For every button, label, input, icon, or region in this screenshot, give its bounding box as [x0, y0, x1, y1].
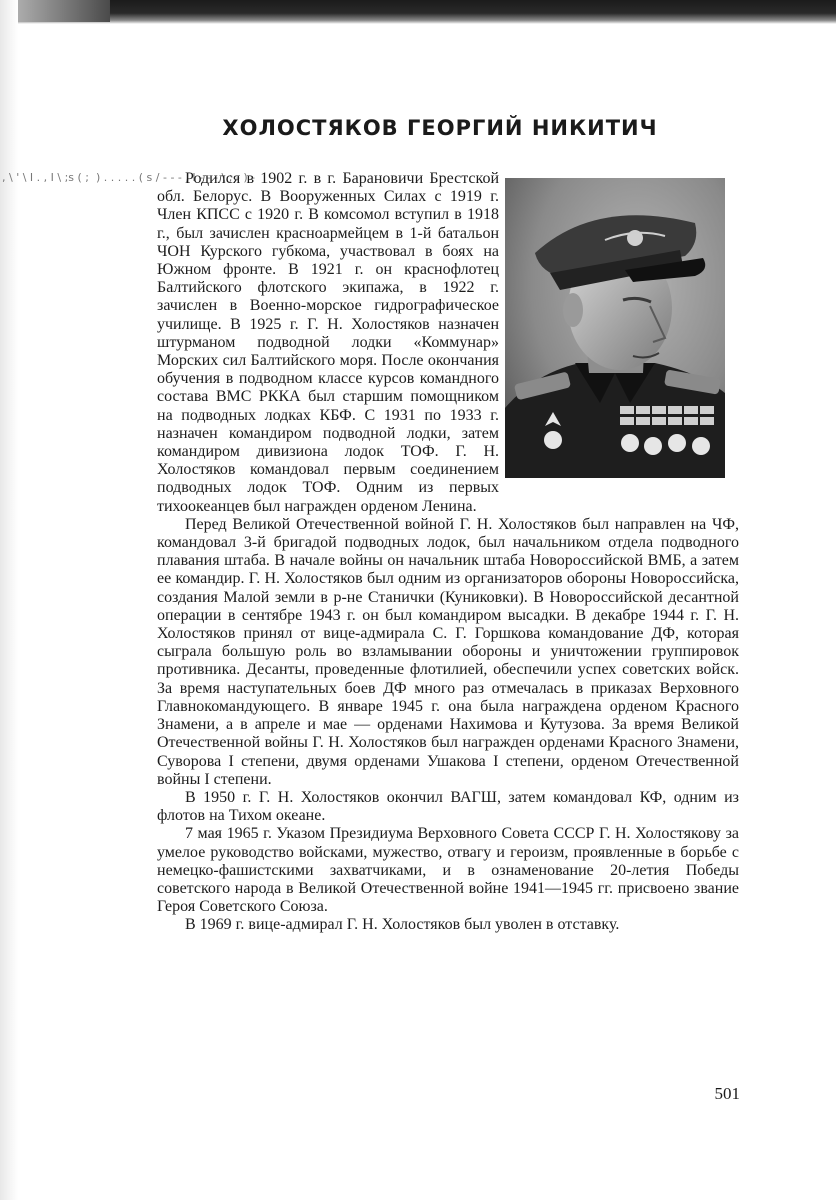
paragraph-2: Перед Великой Отечественной войной Г. Н. Холостяков был направлен на ЧФ, командовал 3-й бригадой подводных лодок, был начальником отдела подводного плавания штаба. В начале войны он начальник штаба Новороссийской ВМБ, а затем ее командир. Г. Н. Холостяков был одним из организаторов обороны Новороссийска, создания Малой земли в р-не Станички (Куниковки). В Новороссийской десантной операции в сентябре 1943 г. он был командиром высадки. В декабре 1944 г. Г. Н. Холостяков принял от вице-адмирала С. Г. Горшкова командование ДФ, которая сыграла большую роль во взламывании обороны и уничтожении группировок противника. Десанты, проведенные флотилией, обеспечили успех советских войск. За время наступательных боев ДФ много раз отмечалась в приказах Верховного Главнокомандующего. В январе 1945 г. она была награждена орденом Красного Знамени, а в апреле и мае — орденами Нахимова и Кутузова. За время Великой Отечественной войны Г. Н. Холостяков был награжден орденами Красного Знамени, Суворова I степени, двумя орденами Ушакова I степени, орденом Отечественной войны I степени.	[157, 515, 739, 788]
scan-top-edge	[0, 0, 836, 24]
paragraph-4: 7 мая 1965 г. Указом Президиума Верховного Совета СССР Г. Н. Холостякову за умелое руководство войсками, мужество, отвагу и героизм, проявленные в борьбе с немецко-фашистскими захватчиками, и в ознаменование 20-летия Победы советского народа в Великой Отечественной войне 1941—1945 гг. присвоено звание Героя Советского Союза.	[157, 825, 739, 916]
page-number: 501	[714, 1084, 740, 1103]
paragraph-5: В 1969 г. вице-адмирал Г. Н. Холостяков был уволен в отставку.	[185, 916, 620, 934]
paragraph-3: В 1950 г. Г. Н. Холостяков окончил ВАГШ, затем командовал КФ, одним из флотов на Тихом океане.	[157, 788, 739, 825]
page-title: ХОЛОСТЯКОВ ГЕОРГИЙ НИКИТИЧ	[222, 116, 658, 140]
paragraph-1: Родился в 1902 г. в г. Барановичи Брестской обл. Белорус. В Вооруженных Силах с 1919 г. Член КПСС с 1920 г. В комсомол вступил в 1918 г., был зачислен красноармейцем в 1-й батальон ЧОН Курского губкома, участвовал в боях на Южном фронте. В 1921 г. он краснофлотец Балтийского флотского экипажа, в 1922 г. зачислен в Военно-морское гидрографическое училище. В 1925 г. Г. Н. Холостяков назначен штурманом подводной лодки «Коммунар» Морских сил Балтийского моря. После окончания обучения в подводном классе курсов командного состава ВМС РККА был старшим помощником на подводных лодках КБФ. С 1931 по 1933 г. назначен командиром подводной лодки, затем командиром дивизиона лодок ТОФ. Г. Н. Холостяков командовал первым соединением подводных лодок ТОФ. Одним из первых тихоокеанцев был награжден орденом Ленина.	[157, 170, 499, 515]
photo-spacer	[499, 170, 739, 506]
biography-text	[157, 170, 739, 935]
bleed-through-marks: , \ ' \ I . , I \ ;s ( ; ) . . . . . ( s / - - - , I - - - \ ; - ) -	[2, 171, 256, 184]
